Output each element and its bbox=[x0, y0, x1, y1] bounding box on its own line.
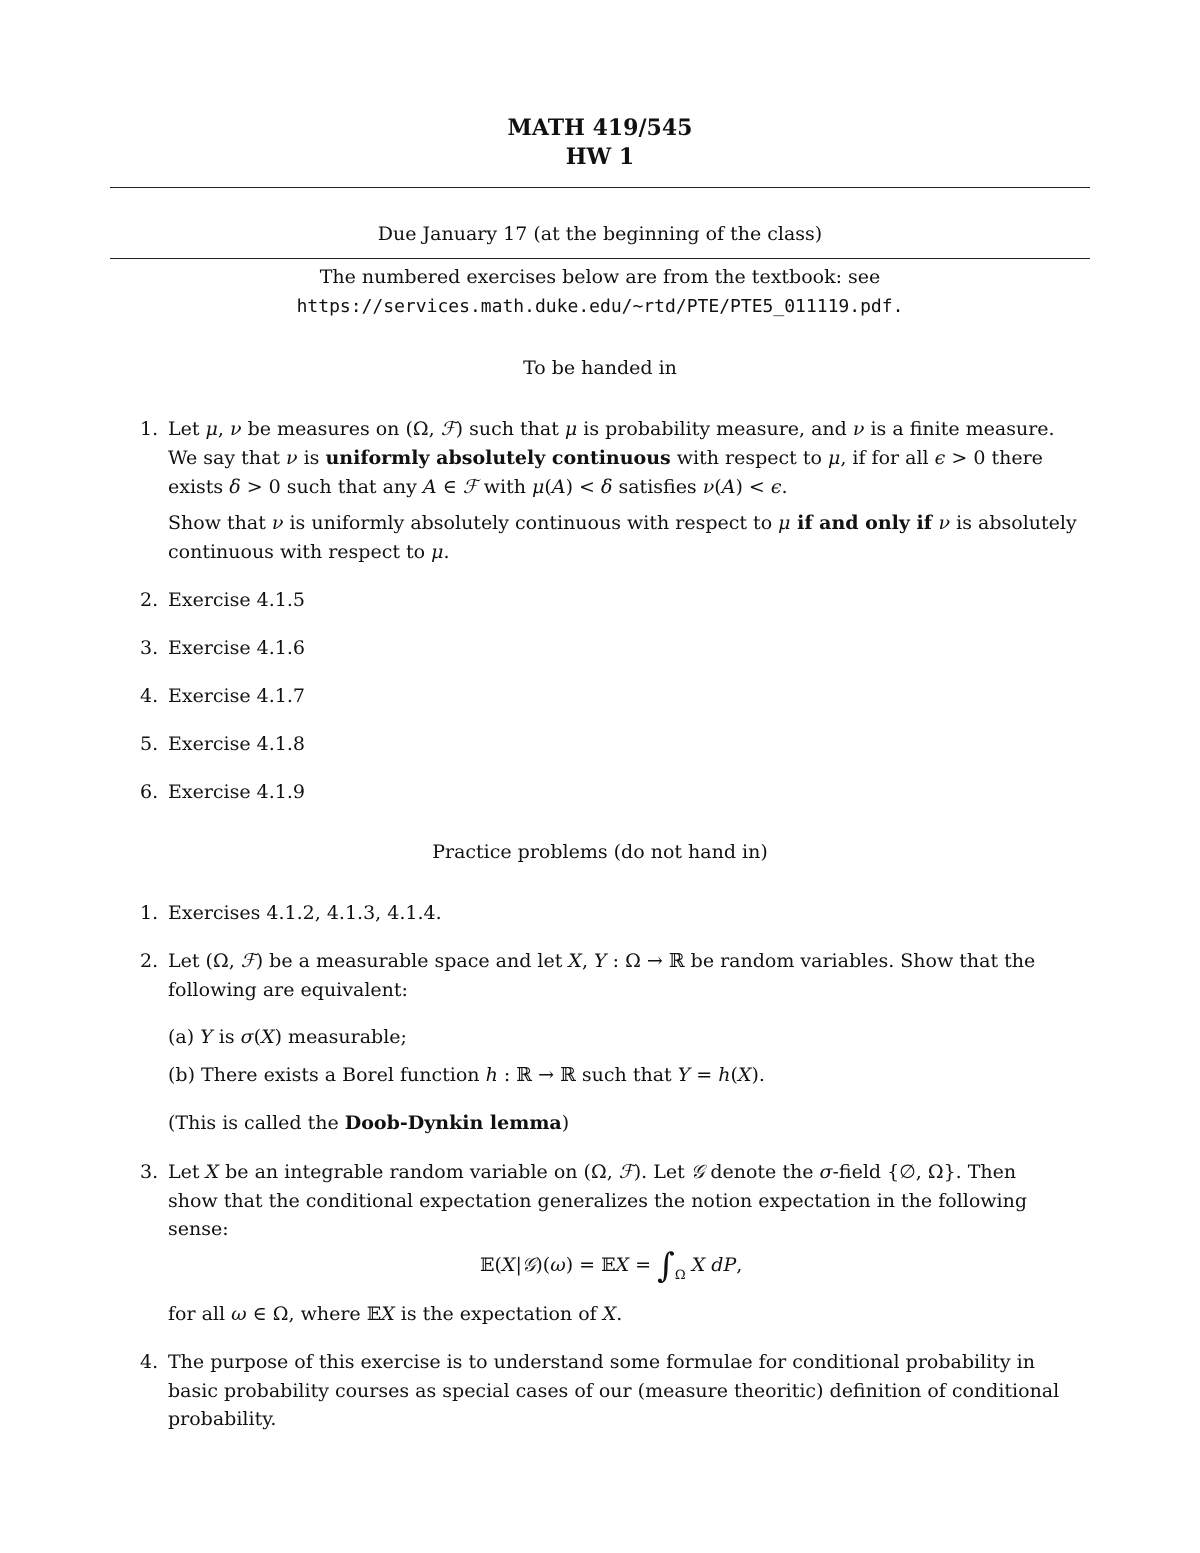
practice-2-sub-a: (a) Y is σ(X) measurable; bbox=[168, 1026, 407, 1048]
exercise-item: Exercise 4.1.7 bbox=[168, 685, 306, 707]
definition-term: uniformly absolutely continuous bbox=[325, 447, 671, 469]
practice-2-sub-b: (b) There exists a Borel function h : ℝ → ℝ such that Y = h(X). bbox=[168, 1064, 765, 1086]
problem-number: 3. bbox=[140, 1161, 159, 1183]
practice-2-line-1: Let (Ω, ℱ) be a measurable space and let X, Y : Ω → ℝ be random variables. Show that the bbox=[168, 950, 1036, 972]
practice-3-line-1: Let X be an integrable random variable on (Ω, ℱ). Let 𝒢 denote the σ-field {∅, Ω}. Then bbox=[168, 1161, 1017, 1183]
exercise-item: Exercise 4.1.6 bbox=[168, 637, 306, 659]
problem-number: 1. bbox=[140, 418, 159, 440]
problem-1-line-5: continuous with respect to μ. bbox=[168, 541, 450, 563]
course-title: MATH 419/545 bbox=[507, 115, 693, 141]
integral-domain: Ω bbox=[674, 1268, 686, 1283]
practice-4-line-1: The purpose of this exercise is to understand some formulae for conditional probability in bbox=[168, 1351, 1035, 1373]
practice-2-line-2: following are equivalent: bbox=[168, 979, 408, 1001]
problem-number: 4. bbox=[140, 1351, 159, 1373]
problem-1-line-3: exists δ > 0 such that any A ∈ ℱ with μ(A) < δ satisfies ν(A) < ϵ. bbox=[168, 476, 788, 498]
problem-number: 6. bbox=[140, 781, 159, 803]
problem-number: 2. bbox=[140, 950, 159, 972]
problem-number: 1. bbox=[140, 902, 159, 924]
exercise-item: Exercise 4.1.5 bbox=[168, 589, 306, 611]
problem-1-line-4: Show that ν is uniformly absolutely continuous with respect to μ if and only if ν is absolutely bbox=[168, 512, 1077, 534]
top-rule bbox=[110, 187, 1090, 188]
handed-in-heading: To be handed in bbox=[523, 357, 677, 379]
due-date: Due January 17 (at the beginning of the class) bbox=[377, 223, 823, 245]
problem-1-line-1: Let μ, ν be measures on (Ω, ℱ) such that μ is probability measure, and ν is a finite measure. bbox=[168, 418, 1055, 440]
second-rule bbox=[110, 258, 1090, 259]
hw-title: HW 1 bbox=[565, 144, 635, 170]
textbook-note: The numbered exercises below are from the textbook: see bbox=[319, 266, 881, 288]
exercise-item: Exercise 4.1.8 bbox=[168, 733, 306, 755]
practice-4-line-3: probability. bbox=[168, 1408, 277, 1430]
problem-number: 2. bbox=[140, 589, 159, 611]
practice-2-note: (This is called the Doob-Dynkin lemma) bbox=[168, 1112, 570, 1134]
practice-item-1: Exercises 4.1.2, 4.1.3, 4.1.4. bbox=[168, 902, 442, 924]
problem-number: 5. bbox=[140, 733, 159, 755]
display-equation: 𝔼(X|𝒢)(ω) = 𝔼X = $\int_\Omega$ X dP, bbox=[480, 1246, 743, 1286]
textbook-url[interactable]: https://services.math.duke.edu/~rtd/PTE/PTE5_011119.pdf. bbox=[296, 296, 904, 317]
problem-number: 3. bbox=[140, 637, 159, 659]
lemma-name: Doob-Dynkin lemma bbox=[344, 1112, 562, 1134]
practice-3-line-2: show that the conditional expectation generalizes the notion expectation in the following bbox=[168, 1190, 1028, 1212]
practice-3-line-3: sense: bbox=[168, 1218, 229, 1240]
practice-heading: Practice problems (do not hand in) bbox=[432, 841, 768, 863]
problem-1-line-2: We say that ν is uniformly absolutely continuous with respect to μ, if for all ϵ > 0 there bbox=[168, 447, 1043, 469]
practice-3-line-4: for all ω ∈ Ω, where 𝔼X is the expectation of X. bbox=[168, 1303, 623, 1325]
integral-sign: ∫ bbox=[657, 1246, 675, 1286]
problem-number: 4. bbox=[140, 685, 159, 707]
exercise-item: Exercise 4.1.9 bbox=[168, 781, 306, 803]
practice-4-line-2: basic probability courses as special cases of our (measure theoritic) definition of conditional bbox=[168, 1380, 1060, 1402]
